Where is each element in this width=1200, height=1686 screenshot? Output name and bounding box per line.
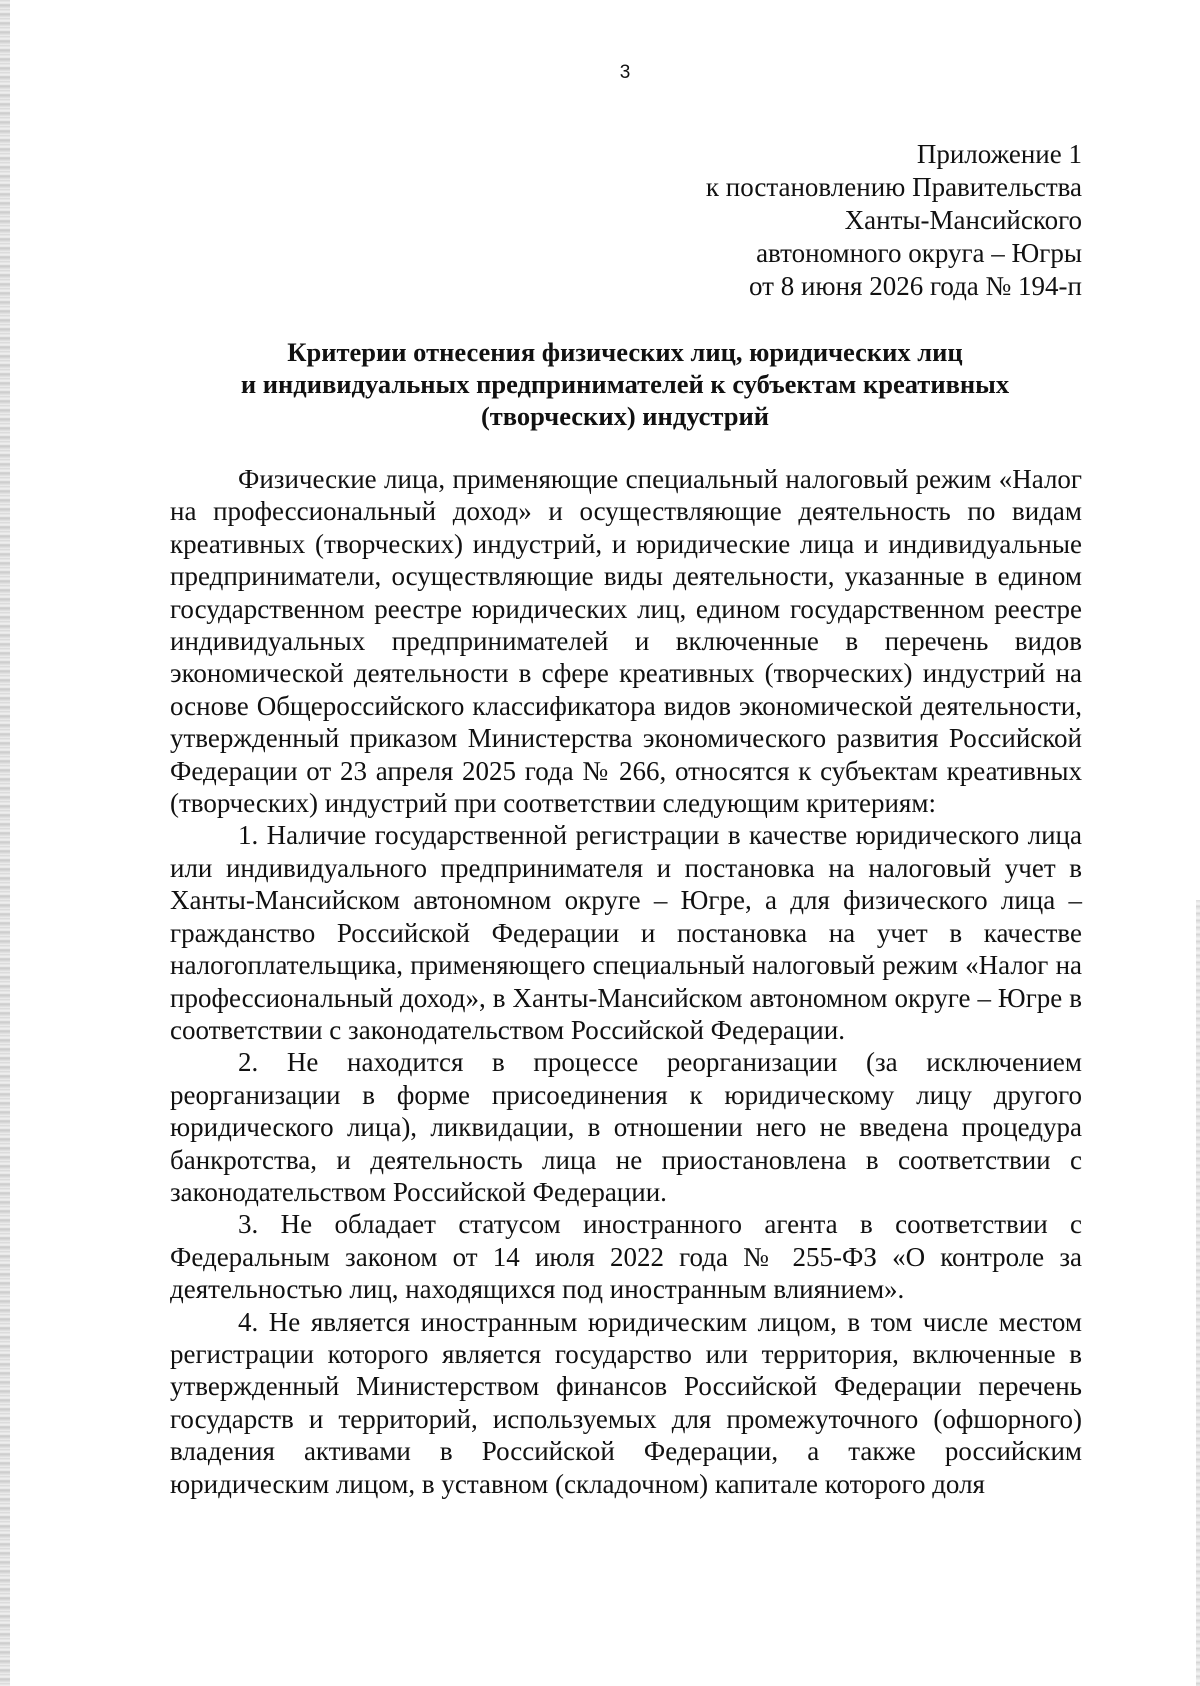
- document-title: [170, 336, 1080, 432]
- title-line: Критерии отнесения физических лиц, юридических лиц: [287, 337, 963, 367]
- appendix-line: от 8 июня 2026 года № 194-п: [749, 271, 1082, 301]
- scan-edge-right: [1196, 900, 1200, 1686]
- criterion-2-paragraph: 2. Не находится в процессе реорганизации (за исключением реорганизации в форме присоединения к юридическому лицу другого юридического лица), ликвидации, в отношении него не введена процедура банкротства, и деятельность лица не приостановлена в соответствии с законодательством Российской Федерации.: [170, 1047, 1082, 1207]
- page-number: 3: [619, 62, 631, 83]
- criterion-3-paragraph: 3. Не обладает статусом иностранного агента в соответствии с Федеральным законом от 14 июля 2022 года № 255-ФЗ «О контроле за деятельностью лиц, находящихся под иностранным влиянием».: [170, 1209, 1082, 1305]
- scan-edge-left: [0, 0, 10, 1686]
- appendix-line: автономного округа – Югры: [756, 238, 1082, 268]
- document-body: [170, 463, 1082, 1500]
- intro-paragraph: Физические лица, применяющие специальный налоговый режим «Налог на профессиональный доход» и осуществляющие деятельность по видам креативных (творческих) индустрий, и юридические лица и индивидуальные предприниматели, осуществляющие виды деятельности, указанные в едином государственном реестре юридических лиц, едином государственном реестре индивидуальных предпринимателей и включенные в перечень видов экономической деятельности в сфере креативных (творческих) индустрий на основе Общероссийского классификатора видов экономической деятельности, утвержденный приказом Министерства экономического развития Российской Федерации от 23 апреля 2025 года № 266, относятся к субъектам креативных (творческих) индустрий при соответствии следующим критериям:: [170, 464, 1082, 819]
- title-line: и индивидуальных предпринимателей к субъектам креативных: [240, 369, 1010, 399]
- criterion-4-paragraph: 4. Не является иностранным юридическим лицом, в том числе местом регистрации которого является государство или территория, включенные в утвержденный Министерством финансов Российской Федерации перечень государств и территорий, используемых для промежуточного (офшорного) владения активами в Российской Федерации, а также российским юридическим лицом, в уставном (складочном) капитале которого доля: [170, 1306, 1082, 1499]
- appendix-header: [706, 138, 1082, 303]
- appendix-line: Приложение 1: [916, 139, 1082, 169]
- criterion-1-paragraph: 1. Наличие государственной регистрации в качестве юридического лица или индивидуального предпринимателя и постановка на налоговый учет в Ханты-Мансийском автономном округе – Югре, а для физического лица – гражданство Российской Федерации и постановка на учет в качестве налогоплательщика, применяющего специальный налоговый режим «Налог на профессиональный доход», в Ханты-Мансийском автономном округе – Югре в соответствии с законодательством Российской Федерации.: [170, 820, 1082, 1045]
- appendix-line: Ханты-Мансийского: [844, 205, 1082, 235]
- title-line: (творческих) индустрий: [480, 401, 770, 431]
- appendix-line: к постановлению Правительства: [705, 172, 1082, 202]
